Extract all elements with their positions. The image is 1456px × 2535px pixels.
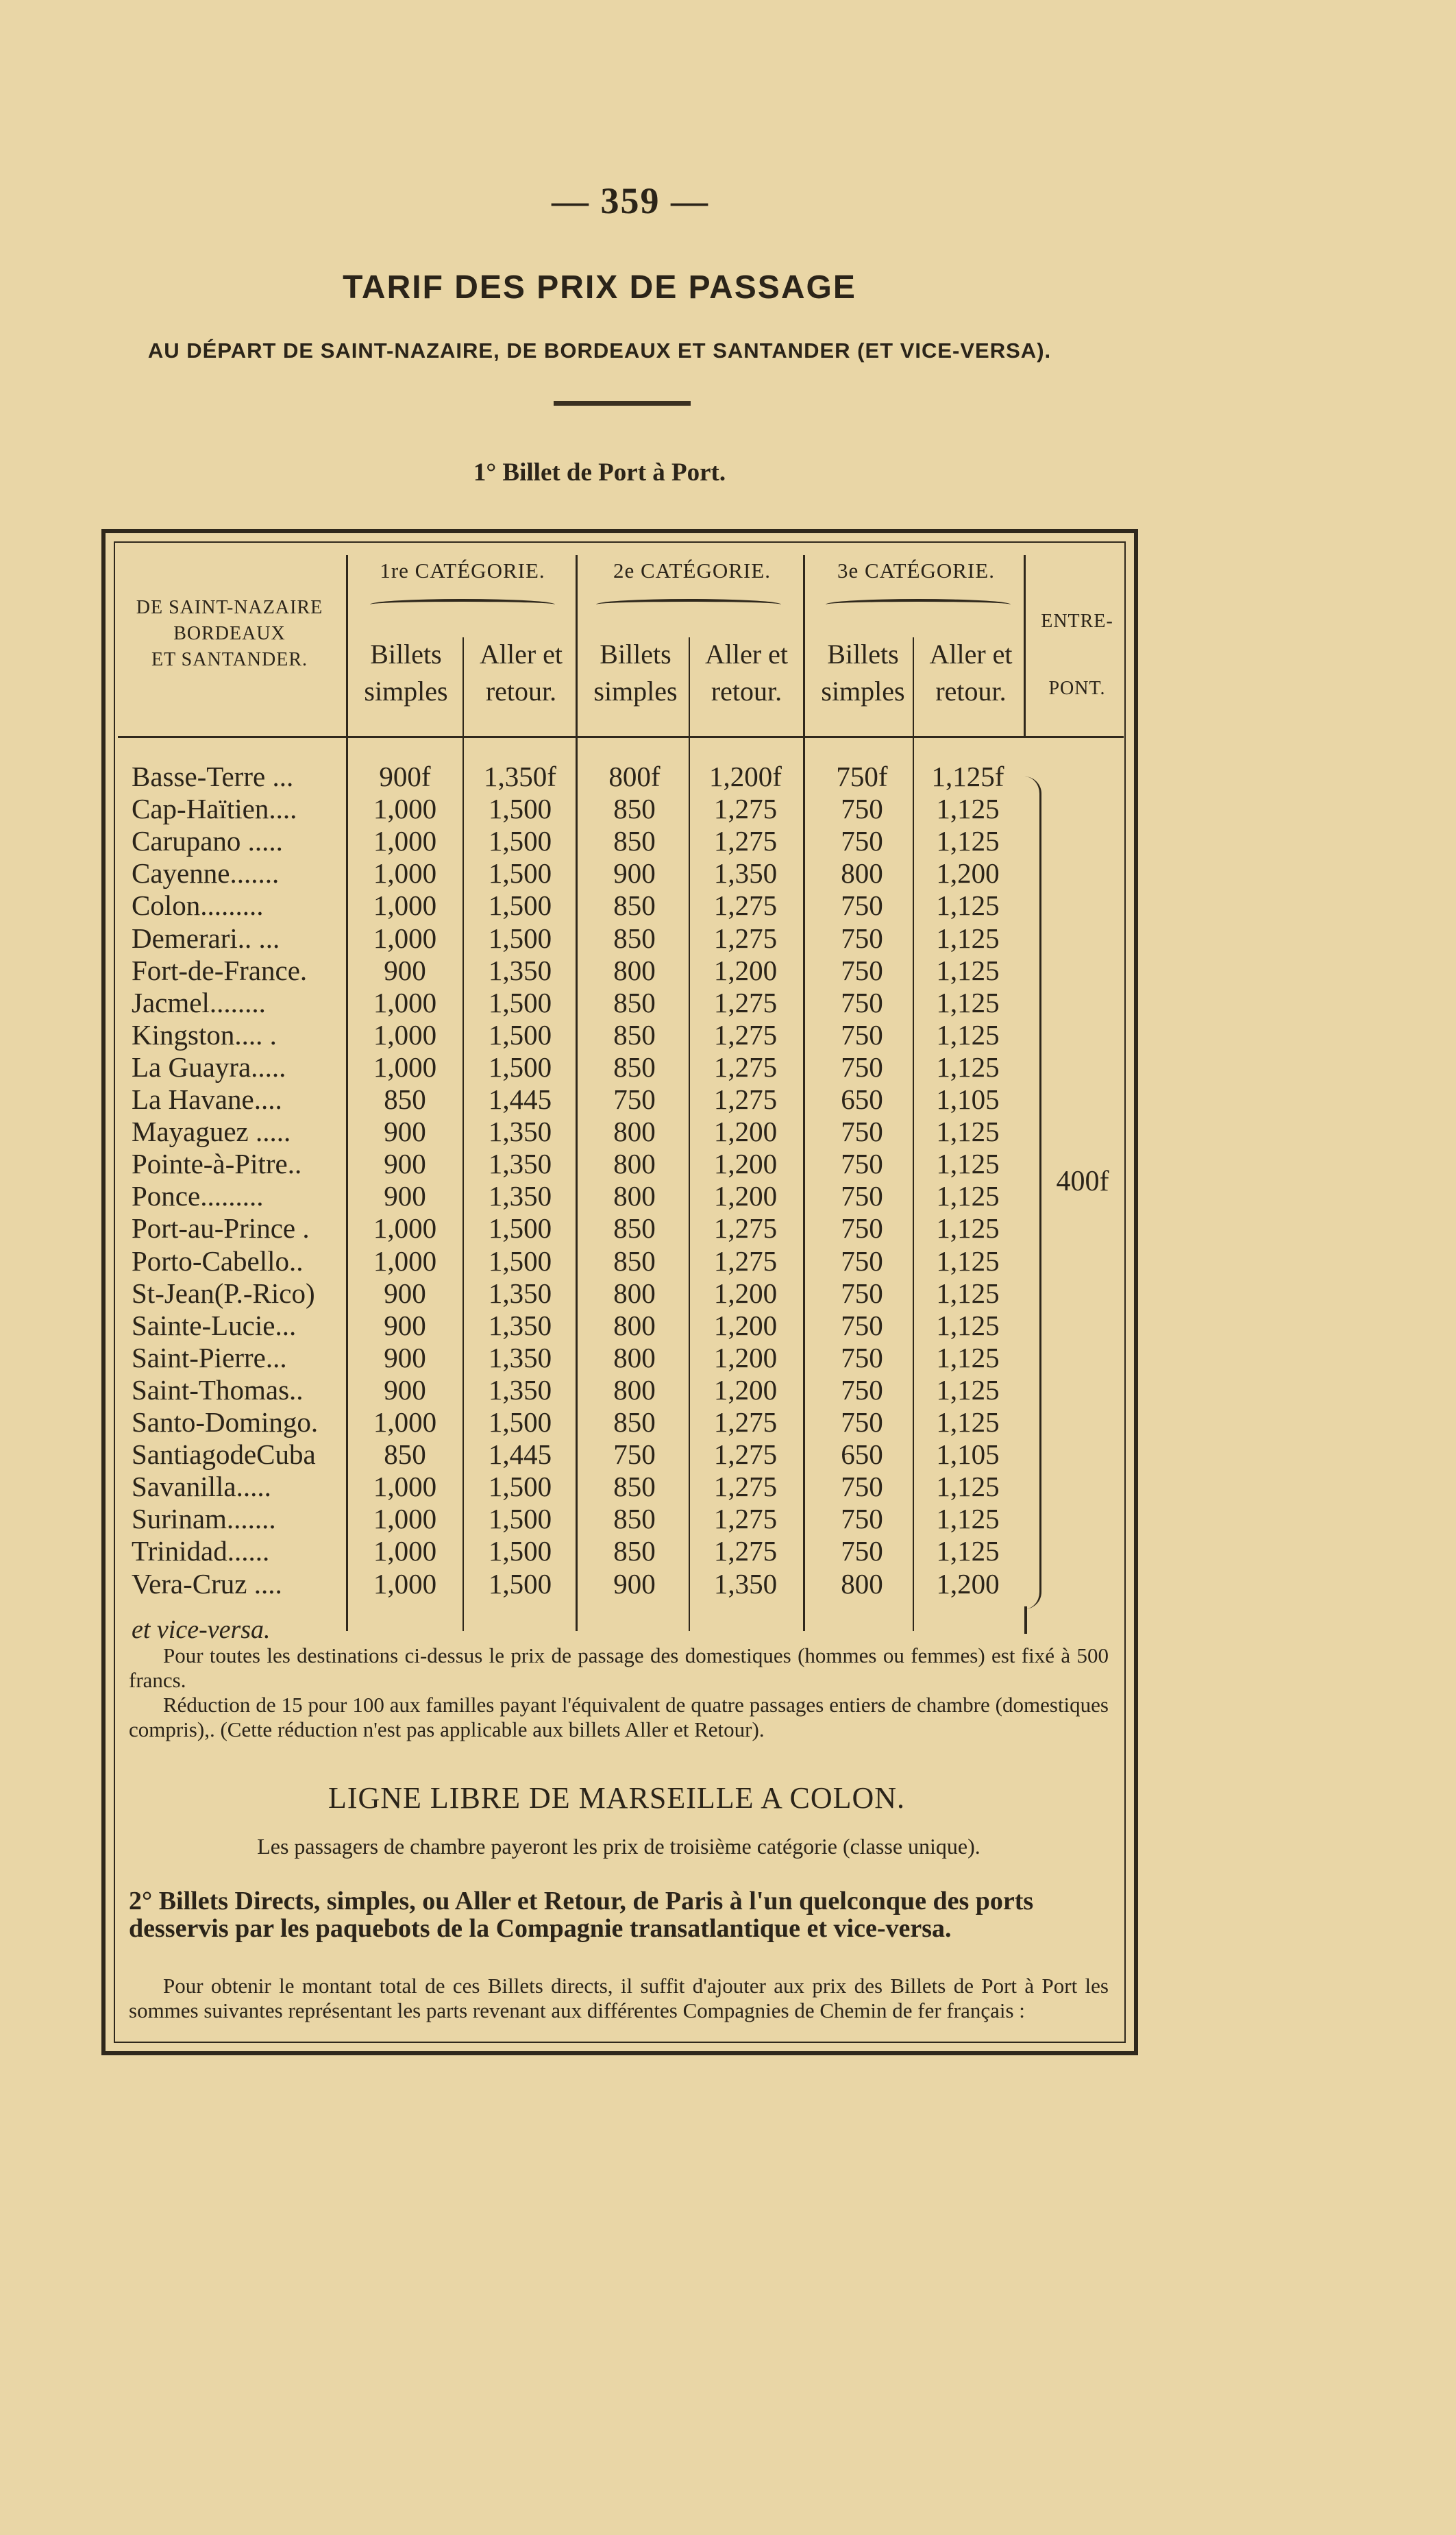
origin-header xyxy=(116,595,343,673)
fare-cell: 1,125 xyxy=(936,1116,1000,1148)
fare-cell: 750 xyxy=(841,1051,883,1083)
table-row xyxy=(0,1503,1456,1535)
category-1-brace xyxy=(370,599,555,610)
fare-cell: 1,125 xyxy=(936,1535,1000,1567)
fare-cell: 750 xyxy=(841,954,883,986)
fare-cell: 1,500 xyxy=(488,986,552,1018)
fare-cell: 850 xyxy=(613,1051,656,1083)
fare-cell: 850 xyxy=(613,890,656,922)
section-heading-2: 2° Billets Directs, simples, ou Aller et Retour, de Paris à l'un quelconque des ports desservis par les paquebots de la Compagnie transatlantique et vice-versa. xyxy=(129,1887,1034,1943)
fare-cell: 750 xyxy=(841,1180,883,1212)
category-2-header: 2e CATÉGORIE. xyxy=(613,559,771,583)
sub-header-billets xyxy=(806,636,920,710)
fare-cell: 850 xyxy=(613,1212,656,1245)
table-row xyxy=(0,1051,1456,1083)
section-heading-1: 1° Billet de Port à Port. xyxy=(473,458,726,487)
fare-cell: 900 xyxy=(613,1567,656,1600)
fare-cell: 1,275 xyxy=(713,1503,778,1535)
sub-header-billets-1: Billets xyxy=(600,639,671,670)
table-row xyxy=(0,955,1456,987)
fare-cell: 900 xyxy=(384,1341,426,1373)
fare-cell: 800 xyxy=(613,1373,656,1406)
fare-cell: 1,125 xyxy=(936,1051,1000,1083)
fare-cell: 1,125 xyxy=(936,1309,1000,1341)
fare-cell: 750 xyxy=(841,1341,883,1373)
fare-cell: 1,200 xyxy=(713,1341,778,1373)
fare-cell: 1,000 xyxy=(373,1535,437,1567)
fare-cell: 1,200 xyxy=(936,1567,1000,1600)
column-divider xyxy=(1024,555,1026,737)
table-row xyxy=(0,761,1456,793)
fare-cell: 650 xyxy=(841,1438,883,1471)
fare-cell: 750 xyxy=(841,1277,883,1309)
fare-cell: 1,275 xyxy=(713,1471,778,1503)
fare-cell: 1,200 xyxy=(713,1180,778,1212)
table-row xyxy=(0,1277,1456,1310)
fare-cell: 1,275 xyxy=(713,922,778,954)
fare-cell: 1,445 xyxy=(488,1083,552,1115)
fare-cell: 750 xyxy=(841,1309,883,1341)
fare-cell: 1,350 xyxy=(488,1373,552,1406)
fare-cell: 1,350 xyxy=(488,1341,552,1373)
fare-cell: 850 xyxy=(613,1503,656,1535)
fare-cell: 1,200 xyxy=(713,1373,778,1406)
sub-header-billets-2: simples xyxy=(821,676,905,707)
sub-header-aller-1: Aller et xyxy=(704,639,789,670)
fare-cell: 1,350 xyxy=(488,1116,552,1148)
table-end-mark xyxy=(1024,1606,1027,1634)
fare-cell: 1,000 xyxy=(373,1503,437,1535)
fare-cell: 1,350 xyxy=(488,1148,552,1180)
fare-cell: 750 xyxy=(613,1438,656,1471)
fare-cell: 850 xyxy=(613,1245,656,1277)
table-row xyxy=(0,1535,1456,1567)
destination-name: Mayaguez ..... xyxy=(132,1116,291,1148)
fare-cell: 1,500 xyxy=(488,1503,552,1535)
sub-header-aller xyxy=(465,636,578,710)
sub-header-aller-2: retour. xyxy=(711,676,782,707)
fare-cell: 800 xyxy=(613,954,656,986)
fare-cell: 1,125 xyxy=(936,825,1000,857)
fare-cell: 1,125 xyxy=(936,1180,1000,1212)
origin-header-line-3: ET SANTANDER. xyxy=(151,649,308,670)
sub-header-billets-2: simples xyxy=(593,676,678,707)
fare-cell: 1,500 xyxy=(488,857,552,890)
fare-cell: 750 xyxy=(841,922,883,954)
fare-cell: 800 xyxy=(841,857,883,890)
fare-cell: 750 xyxy=(841,1245,883,1277)
page-subtitle: AU DÉPART DE SAINT-NAZAIRE, DE BORDEAUX ET SANTANDER (ET VICE-VERSA). xyxy=(147,339,1052,363)
fare-cell: 1,275 xyxy=(713,1245,778,1277)
sub-header-aller-2: retour. xyxy=(935,676,1007,707)
title-divider xyxy=(554,401,691,406)
fare-cell: 750 xyxy=(841,986,883,1018)
category-3-brace xyxy=(826,599,1011,610)
sub-header-aller xyxy=(690,636,803,710)
fare-cell: 1,000 xyxy=(373,825,437,857)
destination-name: Colon......... xyxy=(132,890,264,922)
table-row xyxy=(0,1438,1456,1471)
table-row xyxy=(0,1083,1456,1116)
fare-cell: 1,275 xyxy=(713,825,778,857)
table-row xyxy=(0,922,1456,955)
table-row xyxy=(0,1180,1456,1212)
fare-cell: 800 xyxy=(613,1341,656,1373)
fare-cell: 750 xyxy=(841,1471,883,1503)
fare-cell: 1,000 xyxy=(373,986,437,1018)
table-row xyxy=(0,1245,1456,1277)
fare-cell: 1,350 xyxy=(488,1277,552,1309)
destination-name: Saint-Thomas.. xyxy=(132,1373,304,1406)
table-row xyxy=(0,1019,1456,1051)
destination-name: Savanilla..... xyxy=(132,1471,271,1503)
fare-cell: 1,500 xyxy=(488,1245,552,1277)
fare-cell: 1,000 xyxy=(373,1567,437,1600)
fare-cell: 1,125 xyxy=(936,1148,1000,1180)
fare-cell: 1,125 xyxy=(936,1406,1000,1438)
fare-cell: 850 xyxy=(613,1535,656,1567)
destination-name: Ponce......... xyxy=(132,1180,264,1212)
fare-cell: 750 xyxy=(841,825,883,857)
fare-cell: 1,125 xyxy=(936,1212,1000,1245)
destination-name: Cayenne....... xyxy=(132,857,280,890)
fare-cell: 1,000 xyxy=(373,1018,437,1051)
entrepont-brace xyxy=(1024,776,1041,1609)
fare-cell: 750 xyxy=(841,1116,883,1148)
fare-cell: 1,200 xyxy=(713,1116,778,1148)
section2-text: Pour obtenir le montant total de ces Billets directs, il suffit d'ajouter aux prix des Billets de Port à Port les sommes suivantes représentant les parts revenant aux différentes Compagnies de Chemin de fer français : xyxy=(129,1974,1109,2022)
destination-name: Carupano ..... xyxy=(132,825,283,857)
destination-name: Porto-Cabello.. xyxy=(132,1245,304,1277)
fare-cell: 1,000 xyxy=(373,1471,437,1503)
fare-cell: 1,125 xyxy=(936,1018,1000,1051)
fare-cell: 1,000 xyxy=(373,1212,437,1245)
fare-cell: 800 xyxy=(613,1116,656,1148)
fare-cell: 750 xyxy=(841,1535,883,1567)
fare-cell: 750 xyxy=(841,1018,883,1051)
fare-cell: 800 xyxy=(841,1567,883,1600)
fare-cell: 1,125f xyxy=(931,761,1004,792)
fare-cell: 1,200 xyxy=(713,1309,778,1341)
fare-cell: 1,000 xyxy=(373,857,437,890)
table-row xyxy=(0,1310,1456,1342)
sub-header-aller-1: Aller et xyxy=(479,639,563,670)
destination-name: Port-au-Prince . xyxy=(132,1212,310,1245)
fare-cell: 900f xyxy=(379,761,431,792)
fare-cell: 1,500 xyxy=(488,1535,552,1567)
fare-cell: 1,500 xyxy=(488,1567,552,1600)
fare-cell: 1,500 xyxy=(488,890,552,922)
fare-cell: 1,350 xyxy=(488,1180,552,1212)
table-row xyxy=(0,1471,1456,1503)
table-row xyxy=(0,1568,1456,1600)
category-2-brace xyxy=(596,599,781,610)
fare-cell: 1,275 xyxy=(713,1212,778,1245)
vice-versa-note: et vice-versa. xyxy=(132,1615,271,1644)
category-3-header: 3e CATÉGORIE. xyxy=(837,559,995,583)
fare-cell: 900 xyxy=(384,1309,426,1341)
fare-cell: 750f xyxy=(836,761,888,792)
category-1-header: 1re CATÉGORIE. xyxy=(380,559,545,583)
entrepont-header: ENTRE-PONT. xyxy=(1041,611,1113,699)
fare-cell: 750 xyxy=(841,1406,883,1438)
fare-cell: 900 xyxy=(384,1277,426,1309)
destination-name: Basse-Terre ... xyxy=(132,761,294,792)
origin-header-line-2: BORDEAUX xyxy=(173,623,286,644)
fare-cell: 1,500 xyxy=(488,1051,552,1083)
fare-cell: 850 xyxy=(613,986,656,1018)
table-row xyxy=(0,857,1456,890)
fare-cell: 800 xyxy=(613,1148,656,1180)
fare-cell: 900 xyxy=(384,1148,426,1180)
fare-cell: 850 xyxy=(384,1083,426,1115)
fare-cell: 1,125 xyxy=(936,1471,1000,1503)
fare-cell: 1,350 xyxy=(488,954,552,986)
fare-cell: 1,125 xyxy=(936,922,1000,954)
fare-cell: 1,125 xyxy=(936,1503,1000,1535)
fare-cell: 850 xyxy=(613,1471,656,1503)
fare-cell: 750 xyxy=(613,1083,656,1115)
destination-name: St-Jean(P.-Rico) xyxy=(132,1277,315,1309)
fare-cell: 750 xyxy=(841,793,883,825)
table-row xyxy=(0,1212,1456,1245)
sub-header-aller xyxy=(916,636,1026,710)
fare-cell: 1,125 xyxy=(936,986,1000,1018)
fare-cell: 1,200 xyxy=(936,857,1000,890)
fare-cell: 750 xyxy=(841,1503,883,1535)
origin-header-line-1: DE SAINT-NAZAIRE xyxy=(136,597,323,618)
fare-cell: 1,275 xyxy=(713,1406,778,1438)
fare-cell: 850 xyxy=(613,1018,656,1051)
fare-cell: 850 xyxy=(613,825,656,857)
table-row xyxy=(0,987,1456,1019)
fare-cell: 1,275 xyxy=(713,793,778,825)
table-row xyxy=(0,1406,1456,1438)
fare-cell: 1,275 xyxy=(713,1083,778,1115)
fare-cell: 1,125 xyxy=(936,1373,1000,1406)
fare-cell: 900 xyxy=(384,1116,426,1148)
destination-name: Jacmel........ xyxy=(132,986,266,1018)
fare-cell: 650 xyxy=(841,1083,883,1115)
fare-cell: 850 xyxy=(613,793,656,825)
page-number: — 359 — xyxy=(552,180,709,221)
destination-name: Trinidad...... xyxy=(132,1535,270,1567)
fare-cell: 1,125 xyxy=(936,954,1000,986)
fare-cell: 1,500 xyxy=(488,1212,552,1245)
fare-cell: 800 xyxy=(613,1309,656,1341)
sub-header-billets xyxy=(349,636,462,710)
fare-cell: 1,350 xyxy=(713,857,778,890)
fare-cell: 800 xyxy=(613,1277,656,1309)
ligne-marseille-text: Les passagers de chambre payeront les prix de troisième catégorie (classe unique). xyxy=(257,1834,980,1859)
fare-cell: 1,105 xyxy=(936,1438,1000,1471)
fare-cell: 1,000 xyxy=(373,890,437,922)
table-row xyxy=(0,890,1456,922)
fare-cell: 1,275 xyxy=(713,1051,778,1083)
note-reduction: Réduction de 15 pour 100 aux familles payant l'équivalent de quatre passages entiers de chambre (domestiques compris),. (Cette réduction n'est pas applicable aux billets Aller et Retour). xyxy=(129,1693,1109,1741)
fare-cell: 850 xyxy=(613,922,656,954)
ligne-marseille-title: LIGNE LIBRE DE MARSEILLE A COLON. xyxy=(328,1781,906,1815)
header-rule xyxy=(118,736,1124,738)
fare-cell: 1,125 xyxy=(936,793,1000,825)
fare-cell: 1,125 xyxy=(936,1277,1000,1309)
sub-header-aller-2: retour. xyxy=(485,676,557,707)
fare-cell: 750 xyxy=(841,1212,883,1245)
page-title: TARIF DES PRIX DE PASSAGE xyxy=(343,269,856,306)
destination-name: SantiagodeCuba xyxy=(132,1438,316,1471)
destination-name: Sainte-Lucie... xyxy=(132,1309,297,1341)
destination-name: Saint-Pierre... xyxy=(132,1341,287,1373)
fare-cell: 1,350 xyxy=(713,1567,778,1600)
fare-cell: 800f xyxy=(608,761,661,792)
fare-cell: 1,275 xyxy=(713,1438,778,1471)
fare-cell: 1,500 xyxy=(488,1018,552,1051)
destination-name: La Havane.... xyxy=(132,1083,282,1115)
fare-cell: 1,125 xyxy=(936,1245,1000,1277)
fare-cell: 800 xyxy=(613,1180,656,1212)
sub-header-billets xyxy=(579,636,692,710)
fare-cell: 900 xyxy=(384,954,426,986)
fare-cell: 1,000 xyxy=(373,1051,437,1083)
fare-cell: 1,350 xyxy=(488,1309,552,1341)
table-row xyxy=(0,1342,1456,1374)
fare-cell: 850 xyxy=(613,1406,656,1438)
fare-cell: 1,200f xyxy=(709,761,782,792)
sub-header-billets-1: Billets xyxy=(370,639,442,670)
fare-cell: 1,105 xyxy=(936,1083,1000,1115)
fare-cell: 1,200 xyxy=(713,1148,778,1180)
fare-cell: 1,350f xyxy=(484,761,556,792)
fare-cell: 1,000 xyxy=(373,793,437,825)
destination-name: Surinam....... xyxy=(132,1503,276,1535)
table-row xyxy=(0,1148,1456,1180)
table-row xyxy=(0,1374,1456,1406)
fare-cell: 1,000 xyxy=(373,1245,437,1277)
fare-cell: 1,500 xyxy=(488,1471,552,1503)
fare-cell: 1,275 xyxy=(713,1535,778,1567)
destination-name: Vera-Cruz .... xyxy=(132,1567,282,1600)
table-row xyxy=(0,1116,1456,1148)
fare-cell: 1,000 xyxy=(373,922,437,954)
fare-cell: 1,500 xyxy=(488,922,552,954)
destination-name: Santo-Domingo. xyxy=(132,1406,319,1438)
fare-cell: 1,275 xyxy=(713,890,778,922)
sub-header-aller-1: Aller et xyxy=(929,639,1013,670)
note-domestics: Pour toutes les destinations ci-dessus le prix de passage des domestiques (hommes ou femmes) est fixé à 500 francs. xyxy=(129,1643,1109,1692)
fare-cell: 1,200 xyxy=(713,1277,778,1309)
fare-cell: 1,275 xyxy=(713,986,778,1018)
fare-cell: 1,125 xyxy=(936,1341,1000,1373)
destination-name: Cap-Haïtien.... xyxy=(132,793,297,825)
fare-cell: 900 xyxy=(613,857,656,890)
entrepont-value: 400f xyxy=(1056,1166,1109,1197)
fare-cell: 1,200 xyxy=(713,954,778,986)
fare-cell: 900 xyxy=(384,1180,426,1212)
sub-header-billets-1: Billets xyxy=(827,639,899,670)
fare-cell: 1,000 xyxy=(373,1406,437,1438)
destination-name: Fort-de-France. xyxy=(132,954,308,986)
fare-cell: 1,500 xyxy=(488,825,552,857)
fare-cell: 750 xyxy=(841,890,883,922)
sub-header-billets-2: simples xyxy=(364,676,448,707)
table-row xyxy=(0,793,1456,825)
fare-cell: 1,500 xyxy=(488,1406,552,1438)
table-row xyxy=(0,825,1456,857)
fare-cell: 1,445 xyxy=(488,1438,552,1471)
fare-cell: 1,275 xyxy=(713,1018,778,1051)
destination-name: La Guayra..... xyxy=(132,1051,286,1083)
destination-name: Pointe-à-Pitre.. xyxy=(132,1148,302,1180)
fare-cell: 1,500 xyxy=(488,793,552,825)
fare-cell: 850 xyxy=(384,1438,426,1471)
fare-cell: 1,125 xyxy=(936,890,1000,922)
destination-name: Kingston.... . xyxy=(132,1018,277,1051)
destination-name: Demerari.. ... xyxy=(132,922,280,954)
fare-cell: 900 xyxy=(384,1373,426,1406)
fare-cell: 750 xyxy=(841,1148,883,1180)
fare-cell: 750 xyxy=(841,1373,883,1406)
